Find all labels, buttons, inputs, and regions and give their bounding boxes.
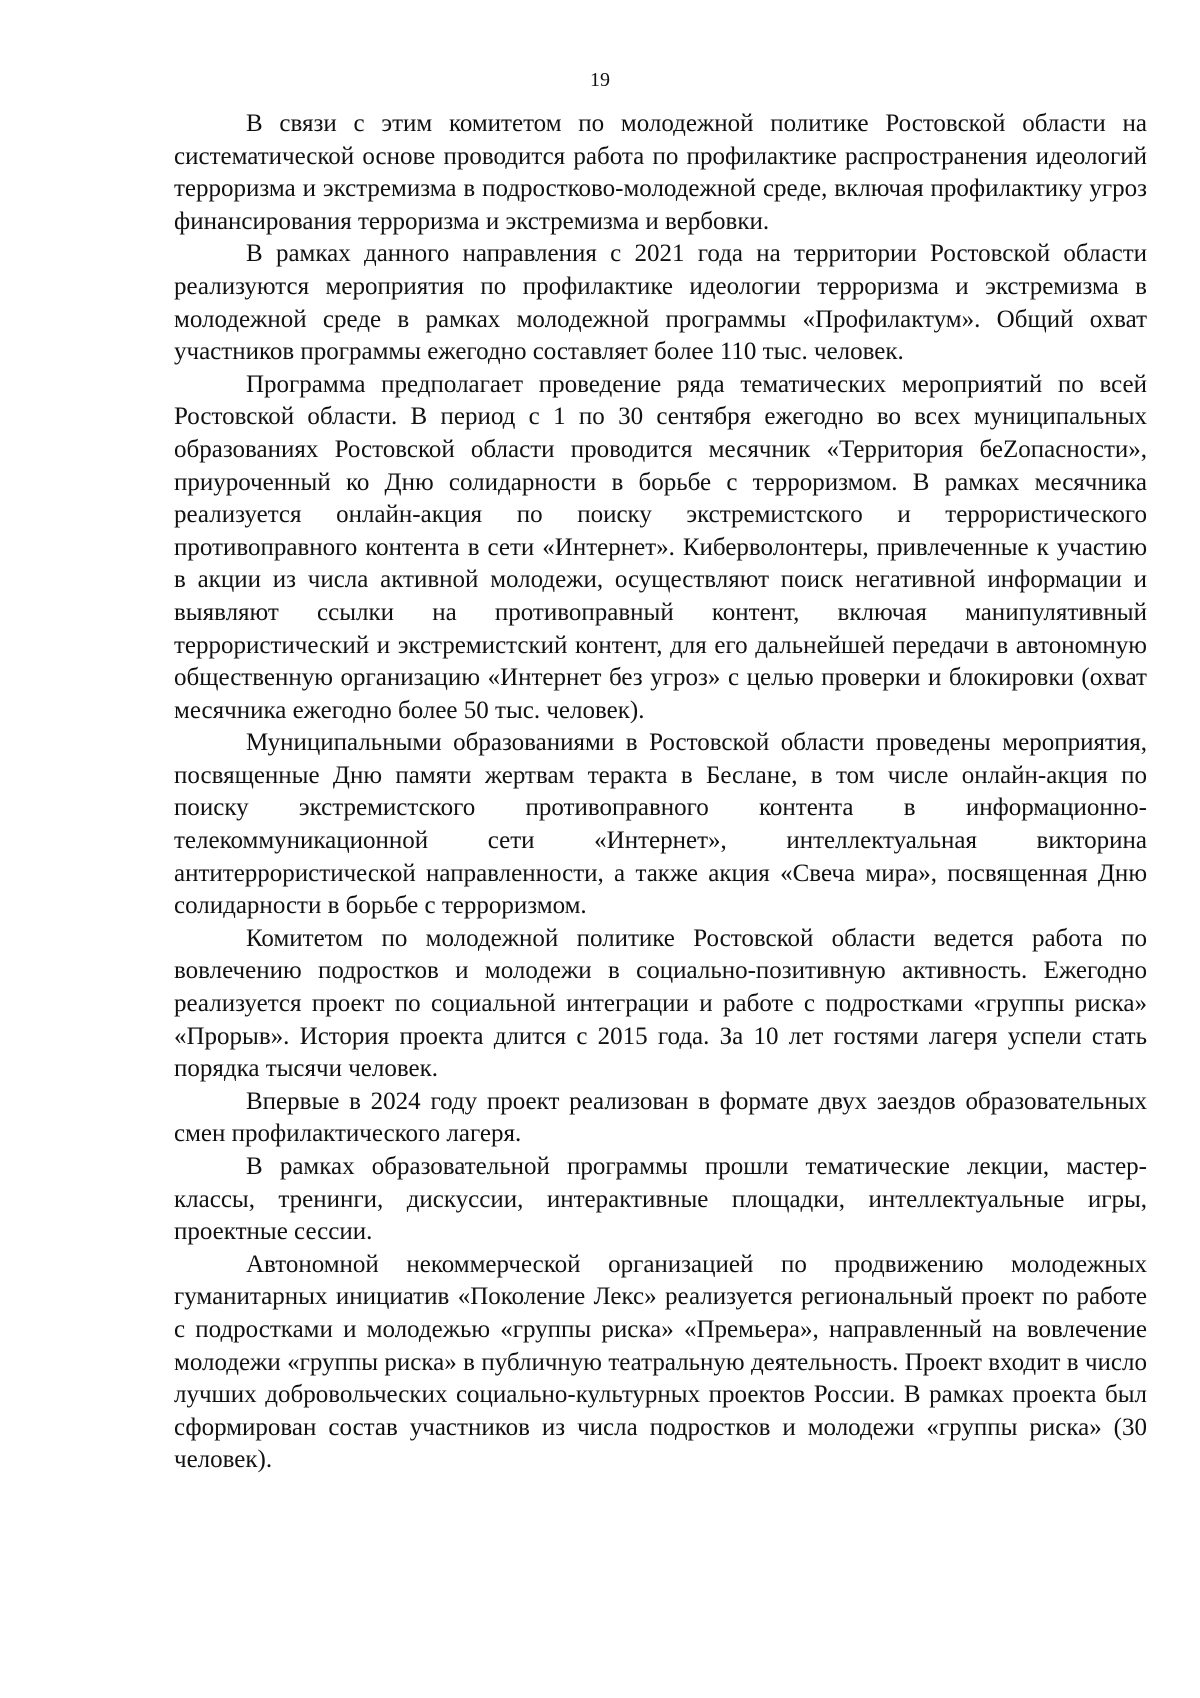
paragraph-proryv-project: Комитетом по молодежной политике Ростовской области ведется работа по вовлечению подростков и молодежи в социально-позитивную активность. Ежегодно реализуется проект по социальной интеграции и работе с подростками «группы риска» «Прорыв». История проекта длится с 2015 года. За 10 лет гостями лагеря успели стать порядка тысячи человек. — [174, 924, 1147, 1083]
paragraph-educational-program: В рамках образовательной программы прошли тематические лекции, мастер-классы, тренинги, дискуссии, интерактивные площадки, интеллектуальные игры, проектные сессии. — [174, 1153, 1147, 1246]
page-number: 19 — [590, 69, 610, 91]
paragraph-premiera-project: Автономной некоммерческой организацией по продвижению молодежных гуманитарных инициатив «Поколение Лекс» реализуется региональный проект по работе с подростками и молодежью «группы риска» «Премьера», направленный на вовлечение молодежи «группы риска» в публичную театральную деятельность. Проект входит в число лучших добровольческих социально-культурных проектов России. В рамках проекта был сформирован состав участников из числа подростков и молодежи «группы риска» (30 человек). — [174, 1250, 1147, 1474]
paragraph-beslan-memorial: Муниципальными образованиями в Ростовской области проведены мероприятия, посвященные Дню памяти жертвам теракта в Беслане, в том числе онлайн-акция по поиску экстремистского противоправного контента в информационно-телекоммуникационной сети «Интернет», интеллектуальная викторина антитеррористической направленности, а также акция «Свеча мира», посвященная Дню солидарности в борьбе с терроризмом. — [174, 729, 1147, 920]
paragraph-security-month: Программа предполагает проведение ряда тематических мероприятий по всей Ростовской области. В период с 1 по 30 сентября ежегодно во всех муниципальных образованиях Ростовской области проводится месячник «Территория беZопасности», приуроченный ко Дню солидарности в борьбе с терроризмом. В рамках месячника реализуется онлайн-акция по поиску экстремистского и террористического противоправного контента в сети «Интернет». Киберволонтеры, привлеченные к участию в акции из числа активной молодежи, осуществляют поиск негативной информации и выявляют ссылки на противоправный контент, включая манипулятивный террористический и экстремистский контент, для его дальнейшей передачи в автономную общественную организацию «Интернет без угроз» с целью проверки и блокировки (охват месячника ежегодно более 50 тыс. человек). — [174, 370, 1147, 724]
document-body — [174, 108, 1147, 1477]
paragraph-profilaktum-program: В рамках данного направления с 2021 года на территории Ростовской области реализуются мероприятия по профилактике идеологии терроризма и экстремизма в молодежной среде в рамках молодежной программы «Профилактум». Общий охват участников программы ежегодно составляет более 110 тыс. человек. — [174, 240, 1147, 366]
paragraph-committee-prevention: В связи с этим комитетом по молодежной политике Ростовской области на систематической основе проводится работа по профилактике распространения идеологий терроризма и экстремизма в подростково-молодежной среде, включая профилактику угроз финансирования терроризма и экстремизма и вербовки. — [174, 110, 1147, 235]
paragraph-camp-2024: Впервые в 2024 году проект реализован в формате двух заездов образовательных смен профилактического лагеря. — [174, 1087, 1147, 1148]
